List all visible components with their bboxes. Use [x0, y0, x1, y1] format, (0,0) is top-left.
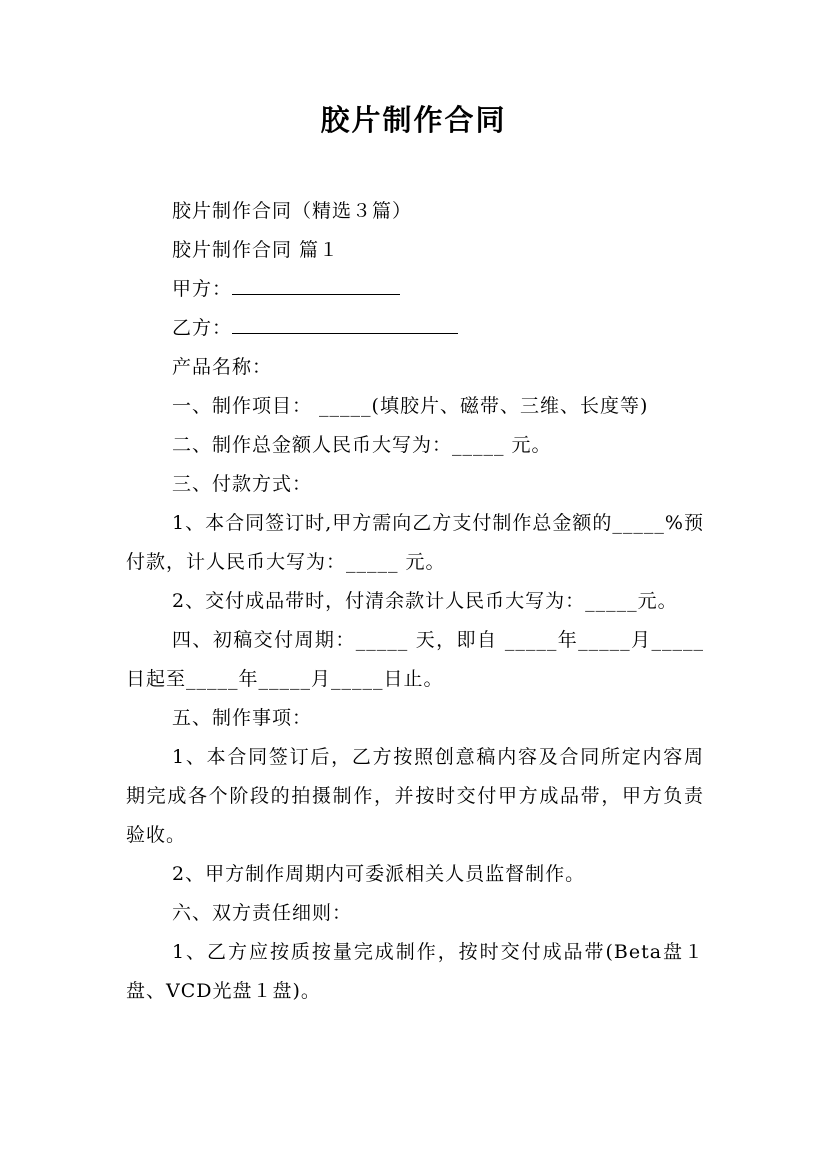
section-heading: 胶片制作合同 篇１ — [172, 239, 340, 261]
paragraph: 三、付款方式： — [172, 473, 313, 495]
paragraph: 六、双方责任细则： — [172, 902, 353, 924]
document-title: 胶片制作合同 — [320, 103, 507, 137]
party-b-line — [126, 309, 704, 348]
party-a-blank — [232, 272, 400, 295]
document-body — [126, 192, 704, 1011]
paragraph: 五、制作事项： — [172, 707, 313, 729]
paragraph: 二、制作总金额人民币大写为：_____ 元。 — [172, 434, 552, 456]
paragraph: 1、乙方应按质按量完成制作，按时交付成品带(Beta盘１盘、VCD光盘１盘)。 — [126, 941, 704, 1002]
party-a-line — [126, 270, 704, 309]
paragraph: 一、制作项目： _____(填胶片、磁带、三维、长度等) — [172, 395, 649, 417]
paragraph: 1、本合同签订时,甲方需向乙方支付制作总金额的_____%预付款，计人民币大写为：_____ 元。 — [126, 512, 704, 573]
paragraph: 1、本合同签订后，乙方按照创意稿内容及合同所定内容周期完成各个阶段的拍摄制作，并按时交付甲方成品带，甲方负责验收。 — [126, 746, 704, 846]
party-b-blank — [232, 311, 458, 334]
paragraph: 2、交付成品带时，付清余款计人民币大写为：_____元。 — [172, 590, 678, 612]
paragraph: 2、甲方制作周期内可委派相关人员监督制作。 — [172, 863, 586, 885]
party-a-label: 甲方： — [172, 278, 233, 300]
paragraph: 产品名称： — [172, 356, 273, 378]
paragraph: 四、初稿交付周期：_____ 天，即自 _____年_____月_____日起至_____年_____月_____日止。 — [126, 629, 704, 690]
party-b-label: 乙方： — [172, 317, 233, 339]
document-subtitle: 胶片制作合同（精选３篇） — [172, 200, 413, 222]
